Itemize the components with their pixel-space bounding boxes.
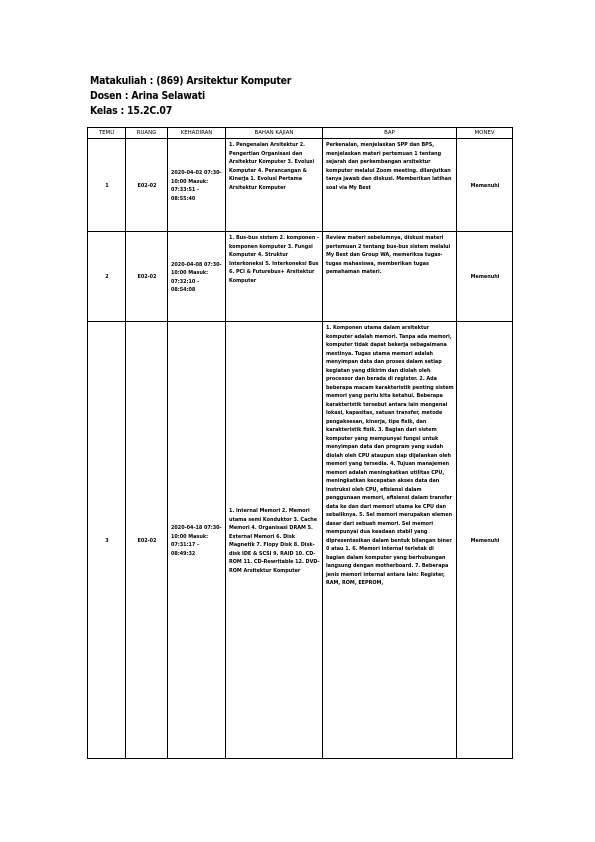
course-header <box>90 74 291 120</box>
cell-bap: 1. Komponen utama dalam arsitektur komputer adalah memori. Tanpa ada memori, komputer tidak dapat bekerja sebagaimana mestinya. Tugas utama memori adalah menyimpan data dan proses dalam setiap kegiatan yang dikirim dan diolah oleh processor dan berada di register. 2. Ada beberapa macam karakteristik penting sistem memori yang perlu kita ketahui. Beberapa karakteristik tersebut antara lain mengenai lokasi, kapasitas, satuan transfer, metode pengaksesan, kinerja, tipe fisik, dan karakteristik fisik. 3. Bagian dari sistem komputer yang mempunyai fungsi untuk menyimpan data dan program yang sudah diolah oleh CPU ataupun siap dijalankan oleh memori yang tersedia. 4. Tujuan manajemen memori adalah meningkatkan utilitas CPU, meningkatkan kecepatan akses data dan instruksi oleh CPU, efisiensi dalam penggunaan memori, efisiensi dalam transfer data ke dan dari memori utama ke CPU dan sebaliknya. 5. Sel memori merupakan elemen dasar dari sebuah memori. Sel memori mempunyai dua keadaan stabil yang dipresentasikan dalam bentuk bilangan biner 0 atau 1. 6. Memori internal terletak di bagian dalam komputer yang berhubungan langsung dengan motherboard. 7. Beberapa jenis memori internal antara lain: Register, RAM, ROM, EEPROM, <box>323 322 457 759</box>
cell-bap: Review materi sebelumnya, diskusi materi pertemuan 2 tentang bus-bus sistem melalui My Best dan Group WA, memeriksa tugas-tugas mahasiswa, memberikan tugas pemahaman materi. <box>323 232 457 322</box>
cell-ruang: E02-02 <box>126 232 168 322</box>
cell-kehadiran: 2020-04-02 07:30-10:00 Masuk: 07:33:51 - 08:55:40 <box>168 139 226 232</box>
cell-monev: Memenuhi <box>457 322 513 759</box>
attendance-table <box>87 127 513 759</box>
cell-temu: 1 <box>88 139 126 232</box>
cell-monev: Memenuhi <box>457 232 513 322</box>
cell-bap: Perkenalan, menjelaskan SPP dan BPS, menjelaskan materi pertemuan 1 tentang sejarah dan perkembangan arsitektur komputer melalui Zoom meeting. dilanjutkan tanya jawab dan diskusi. Memberikan latihan soal via My Best <box>323 139 457 232</box>
lecturer-name: Dosen : Arina Selawati <box>90 90 206 103</box>
col-header-monev: MONEV <box>457 128 513 139</box>
class-name: Kelas : 15.2C.07 <box>90 105 173 118</box>
col-header-ruang: RUANG <box>126 128 168 139</box>
col-header-bap: BAP <box>323 128 457 139</box>
course-name: Matakuliah : (869) Arsitektur Komputer <box>90 75 292 87</box>
table-row <box>88 232 513 322</box>
table-row <box>88 139 513 232</box>
col-header-temu: TEMU <box>88 128 126 139</box>
cell-ruang: E02-02 <box>126 322 168 759</box>
cell-monev: Memenuhi <box>457 139 513 232</box>
cell-temu: 2 <box>88 232 126 322</box>
cell-kehadiran: 2020-04-08 07:30-10:00 Masuk: 07:32:10 - 08:54:08 <box>168 232 226 322</box>
cell-bahan-kajian: 1. Pengenalan Arsitektur 2. Pengertian Organisasi dan Arsitektur Komputer 3. Evolusi Komputer 4. Perancangan & Kinerja 1. Evolusi Pertama Arsitektur Komputer <box>226 139 323 232</box>
cell-bahan-kajian: 1. Bus-bus sistem 2. komponen - komponen komputer 3. Fungsi Komputer 4. Struktur Interkoneksi 5. Interkoneksi Bus 6. PCI & Futurebus+ Arsitektur Komputer <box>226 232 323 322</box>
col-header-bahan-kajian: BAHAN KAJIAN <box>226 128 323 139</box>
table-header-row <box>88 128 513 139</box>
cell-kehadiran: 2020-04-18 07:30-10:00 Masuk: 07:31:17 - 08:49:32 <box>168 322 226 759</box>
cell-bahan-kajian: 1. Internal Memori 2. Memori utama semi Konduktor 3. Cache Memori 4. Organisasi DRAM 5. External Memori 6. Disk Magnetik 7. Flopy Disk 8. Disk-disk IDE & SCSI 9. RAID 10. CD-ROM 11. CD-Rewritable 12. DVD-ROM Arsitektur Komputer <box>226 322 323 759</box>
cell-ruang: E02-02 <box>126 139 168 232</box>
col-header-kehadiran: KEHADIRAN <box>168 128 226 139</box>
cell-temu: 3 <box>88 322 126 759</box>
table-row <box>88 322 513 759</box>
